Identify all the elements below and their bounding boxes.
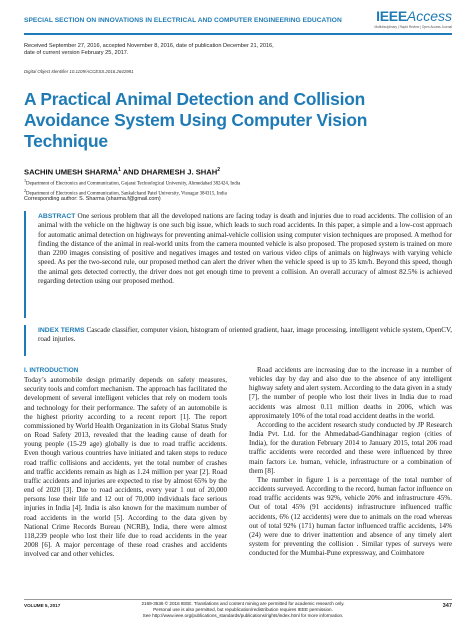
index-terms-text: Cascade classifier, computer vision, histogram of oriented gradient, haar, image processing, intelligent vehicle system, OpenCV, road injuries. [38,326,452,344]
footer-line-1: 2169-3536 © 2016 IEEE. Translations and content mining are permitted for academic research only. [141,601,345,606]
left-column [24,366,227,559]
dates-line-2: date of current version February 25, 2017. [24,50,129,57]
footer-line-2: Personal use is also permitted, but republication/redistribution requires IEEE permission. [153,606,333,612]
corresponding-author: Corresponding author: S. Sharma (sharma.f@gmail.com) [24,196,161,202]
abstract-section [24,211,452,318]
dates-line-1: Received September 27, 2016, accepted November 8, 2016, date of publication December 21, 2016, [24,43,274,49]
author-2: DHARMESH J. SHAH [141,167,218,177]
paper-title: A Practical Animal Detection and Collision Avoidance System Using Computer Vision Technique [24,89,368,151]
journal-header [24,8,452,34]
footer-copyright [138,601,348,618]
affiliation-1-mark: 1 [24,178,27,183]
ieee-access-logo [375,8,452,29]
header-divider [24,33,452,35]
author-list [24,167,220,177]
author-1: SACHIN UMESH SHARMA [24,167,119,177]
affiliations [24,178,444,198]
index-terms-body [38,326,452,345]
affiliation-1-text: Department of Electronics and Communication, Gujarat Technological University, Ahmedabad 382424, India [26,181,241,187]
author-1-affil-mark: 1 [118,167,121,173]
logo-ieee-text: IEEE [376,8,407,24]
logo-tagline: Multidisciplinary | Rapid Review | Open Access Journal [374,25,452,29]
publication-dates [24,43,354,57]
index-terms-section [24,325,452,356]
index-terms-accent-bar [24,325,26,356]
affiliation-1 [24,178,444,188]
author-separator: AND [120,167,142,177]
abstract-accent-bar [24,211,26,318]
intro-paragraph-1: Today’s automobile design primarily depends on safety measures, security tools and comfort mechanism. The approach has facilitated the development of several intelligent vehicles that rely on modern tools and technology for their performance. The safety of an automobile is the highest priority according to a recent report [1]. The report commissioned by World Health Organization in its Global Status Study on Road Safety 2013, revealed that the leading cause of death for young people (15-29 age) globally is due to road traffic accidents. Even though various countries have initiated and taken steps to reduce road traffic collisions and accidents, yet the total number of crashes and traffic accidents remain as high as 1.24 million per year [2]. Road traffic accidents and injuries are expected to rise by almost 65% by the end of 2020 [3]. Due to road accidents, every year 1 out of 20,000 persons lose their life and 12 out of 70,000 individuals face serious injuries in India [4]. India is also known for the maximum number of road accidents in the world [5]. According to the data given by National Crime Records Bureau (NCRB), India, there were almost 118,239 people who lost their life due to road accidents in the year 2008 [6]. A major percentage of these road crashes and accidents involved car and other vehicles. [24,376,227,559]
right-column [249,366,452,558]
special-section-title: SPECIAL SECTION ON INNOVATIONS IN ELECTRICAL AND COMPUTER ENGINEERING EDUCATION [24,17,342,24]
abstract-label: ABSTRACT [38,213,76,220]
right-paragraph-2: According to the accident research study conducted by JP Research India Pvt. Ltd. for the Ahmedabad-Gandhinagar region (cities of India), for the duration February 2014 to January 2015, total 206 road traffic accidents were recorded and these were influenced by three main factors i.e. human, vehicle, infrastructure or a combination of them [8]. [249,420,452,475]
index-terms-label: INDEX TERMS [38,327,85,334]
right-paragraph-1: Road accidents are increasing due to the increase in a number of vehicles day by day and also due to the absence of any intelligent highway safety and alert system. According to the data given in a study [7], the number of people who lost their lives in India due to road accidents was almost 0.11 million deaths in 2006, which was approximately 10% of the total road accident deaths in the world. [249,366,452,420]
affiliation-2-mark: 2 [24,187,27,193]
page-number: 347 [442,603,452,609]
logo-access-text: Access [406,8,452,24]
doi-identifier: Digital Object Identifier 10.1109/ACCESS.2016.2642981 [24,69,134,74]
footer-volume: VOLUME 5, 2017 [24,603,61,608]
footer-divider [24,599,452,600]
abstract-body [38,212,452,286]
right-paragraph-3: The number in figure 1 is a percentage of the total number of accidents surveyed. According to the record, human factor influence on road traffic accidents was 92%, vehicle 20% and infrastructure 45%. Out of total 45% (91 accidents) infrastructure influenced traffic accidents, 6% (12 accidents) were due to animals on the road whereas out of total 92% (171) human factor influenced traffic accidents, 14% (24) were due to driver inattention and absence of any timely alert system for preventing the collision . Similar types of surveys were conducted for the Mumbai-Pune expressway, and Coimbatore [249,475,452,558]
affiliation-2-text: Department of Electronics and Communication, Sankalchand Patel University, Visnagar 384315, India [26,191,227,197]
footer-line-3: See http://www.ieee.org/publications_standards/publications/rights/index.html for more information. [142,612,344,618]
abstract-text: One serious problem that all the developed nations are facing today is death and injuries due to road accidents. The collision of an animal with the vehicle on the highway is one such big issue, which leads to such road accidents. In this paper, a simple and a low-cost approach for automatic animal detection on highways for preventing animal-vehicle collision using computer vision techniques are proposed. A method for finding the distance of the animal in real-world units from the camera mounted vehicle is also proposed. The proposed system is trained on more than 2200 images consisting of positive and negatives images and tested on various video clips of animals on highways with varying vehicle speed. As per the two-second rule, our proposed method can alert the driver when the vehicle speed is up to 35 km/h. Beyond this speed, though the animal gets detected correctly, the driver does not get enough time to prevent a collision. An overall accuracy of almost 82.5% is achieved regarding detection using our proposed method. [38,212,452,286]
author-2-affil-mark: 2 [217,167,220,173]
section-heading-introduction: I. INTRODUCTION [24,367,79,374]
